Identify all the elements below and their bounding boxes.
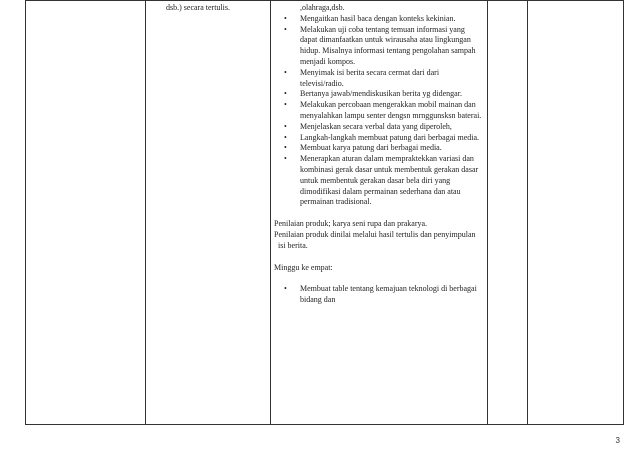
col2-text: dsb.) secara tertulis.: [166, 3, 230, 12]
table-cell-col5: [528, 1, 624, 425]
bullet-icon: •: [284, 143, 287, 153]
lesson-plan-table: [25, 0, 624, 425]
table-cell-activities: [271, 1, 488, 425]
table-cell-col4: [488, 1, 528, 425]
list-item-text: Mengaitkan hasil baca dengan konteks kekinian.: [300, 13, 456, 23]
list-item: [274, 143, 483, 154]
list-item-text: Bertanya jawab/mendiskusikan berita yg didengar.: [300, 89, 462, 99]
lead-text: ,olahraga,dsb.: [300, 3, 345, 12]
list-item-text: Menerapkan aturan dalam mempraktekkan variasi dan kombinasi gerak dasar untuk membentuk gerakan dasar untuk membentuk gerakan dasar bela diri yang dimodifikasi dalam permainan sederhana dan atau permainan tradisional.: [300, 154, 479, 207]
list-item: [274, 284, 483, 306]
bullet-icon: •: [284, 121, 287, 131]
table-cell-col1: [26, 1, 146, 425]
bullet-icon: •: [284, 13, 287, 23]
week-heading: Minggu ke empat:: [274, 262, 333, 272]
list-item-text: Menyimak isi berita secara cermat dari dari televisi/radio.: [300, 67, 440, 88]
bullet-icon: •: [284, 284, 287, 294]
assessment-paragraph-2: Penilaian produk dinilai melalui hasil tertulis dan penyimpulan isi berita.: [274, 229, 476, 250]
page-number: 3: [615, 436, 620, 445]
list-item-text: Membuat karya patung dari berbagai media.: [300, 143, 442, 153]
list-item: [274, 122, 483, 133]
bullet-icon: •: [284, 67, 287, 77]
list-item: [274, 133, 483, 144]
bullet-icon: •: [284, 100, 287, 110]
bullet-icon: •: [284, 89, 287, 99]
list-item: [274, 154, 483, 208]
list-item-text: Menjelaskan secara verbal data yang diperoleh,: [300, 121, 452, 131]
list-item-text: Langkah-langkah membuat patung dari berbagai media.: [300, 132, 480, 142]
activity-list: [274, 14, 483, 208]
bullet-icon: •: [284, 132, 287, 142]
list-item-text: Membuat table tentang kemajuan teknologi di berbagai bidang dan: [300, 284, 477, 305]
week-activity-list: [274, 284, 483, 306]
list-item: [274, 25, 483, 68]
list-item-text: Melakukan percobaan mengerakkan mobil mainan dan menyalahkan lampu senter dengsn mrnggunsksn baterai.: [300, 100, 482, 120]
bullet-icon: •: [284, 154, 287, 164]
table-cell-col2: [146, 1, 271, 425]
table-row: [26, 1, 624, 425]
list-item-text: Melakukan uji coba tentang temuan informasi yang dapat dimanfaatkan untuk wirausaha atau lingkungan hidup. Misalnya informasi tentang pengolahan sampah menjadi kompos.: [300, 24, 476, 66]
list-item: [274, 14, 483, 25]
bullet-icon: •: [284, 24, 287, 34]
activities-content: [271, 1, 487, 306]
list-item: [274, 68, 483, 90]
list-item: [274, 100, 483, 122]
assessment-paragraph-1: Penilaian produk; karya seni rupa dan prakarya.: [274, 219, 428, 229]
list-item: [274, 89, 483, 100]
